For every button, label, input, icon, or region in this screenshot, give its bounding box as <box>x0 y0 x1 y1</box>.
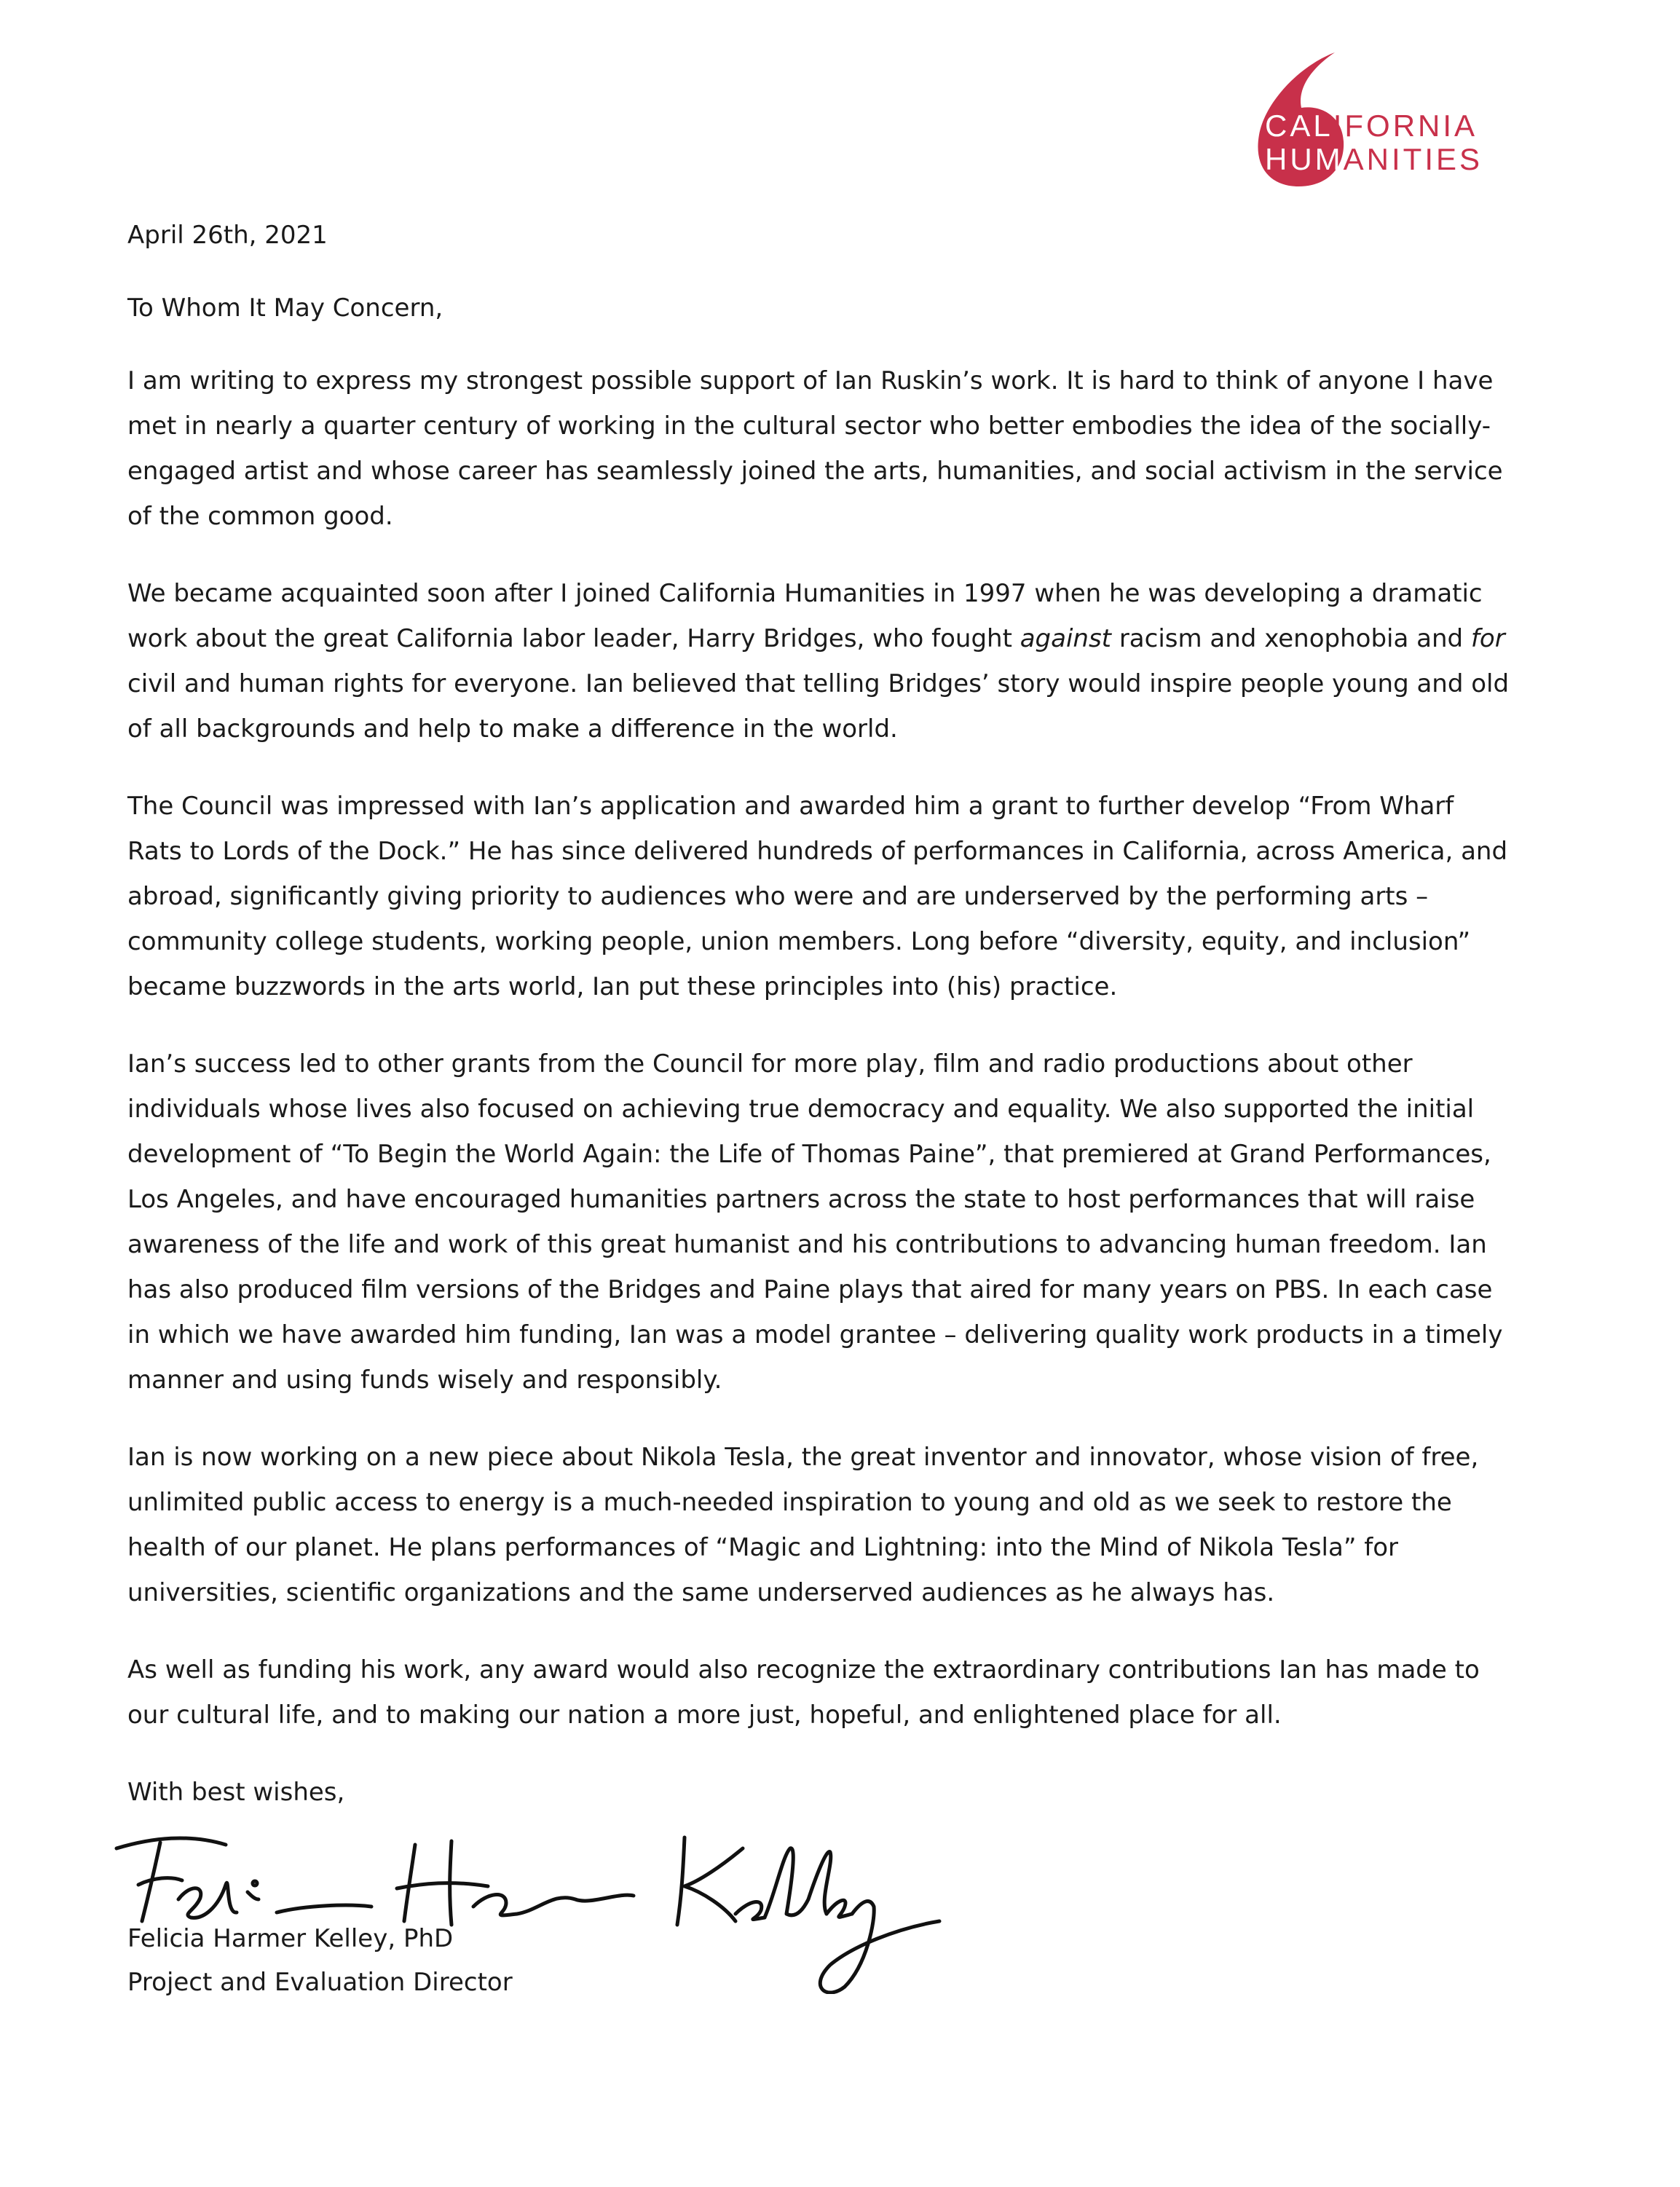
signer-title: Project and Evaluation Director <box>127 1968 513 1997</box>
signer-name: Felicia Harmer Kelley, PhD <box>127 1924 454 1953</box>
logo-line2-part-a: HUM <box>1265 142 1344 176</box>
logo-line1-part-b: IFORNIA <box>1333 109 1478 143</box>
paragraph-4: Ian’s success led to other grants from the Council for more play, film and radio productions about other individuals whose lives also focused on achieving true democracy and equality. We also supported the initial development of “To Begin the World Again: the Life of Thomas Paine”, that premiered at Grand Performances, Los Angeles, and have encouraged humanities partners across the state to host performances that will raise awareness of the life and work of this great humanist and his contributions to advancing human freedom. Ian has also produced film versions of the Bridges and Paine plays that aired for many years on PBS. In each case in which we have awarded him funding, Ian was a model grantee – delivering quality work products in a timely manner and using funds wisely and responsibly. <box>127 1049 1503 1395</box>
paragraph-2-text-a: We became acquainted soon after I joined California Humanities in 1997 when he was developing a dramatic work about the great California labor leader, Harry Bridges, who fought <box>127 579 1483 653</box>
logo-line-1 <box>1265 111 1478 141</box>
logo-line1-part-a: CAL <box>1265 109 1333 143</box>
closing: With best wishes, <box>127 1778 345 1807</box>
salutation: To Whom It May Concern, <box>127 293 443 323</box>
paragraph-5: Ian is now working on a new piece about Nikola Tesla, the great inventor and innovator, whose vision of free, unlimited public access to energy is a much-needed inspiration to young and old as we seek to restore the health of our planet. He plans performances of “Magic and Lightning: into the Mind of Nikola Tesla” for universities, scientific organizations and the same underserved audiences as he always has. <box>127 1443 1479 1607</box>
logo-line-2 <box>1265 144 1483 175</box>
letter-date: April 26th, 2021 <box>127 221 328 250</box>
paragraph-1: I am writing to express my strongest possible support of Ian Ruskin’s work. It is hard to think of anyone I have met in nearly a quarter century of working in the cultural sector who better embodies the idea of the socially-engaged artist and whose career has seamlessly joined the arts, humanities, and social activism in the service of the common good. <box>127 366 1503 531</box>
paragraph-2-text-c: civil and human rights for everyone. Ian believed that telling Bridges’ story would inspire people young and old of all backgrounds and help to make a difference in the world. <box>127 669 1510 744</box>
paragraph-6: As well as funding his work, any award would also recognize the extraordinary contributions Ian has made to our cultural life, and to making our nation a more just, hopeful, and enlightened place for all. <box>127 1655 1480 1730</box>
paragraph-2-emphasis-for: for <box>1470 624 1505 653</box>
paragraph-2 <box>127 571 1511 752</box>
paragraph-2-text-b: racism and xenophobia and <box>1111 624 1471 653</box>
letter-body <box>127 213 1511 1815</box>
california-humanities-logo <box>1249 44 1555 189</box>
logo-line2-part-b: ANITIES <box>1343 142 1483 176</box>
paragraph-3: The Council was impressed with Ian’s application and awarded him a grant to further develop “From Wharf Rats to Lords of the Dock.” He has since delivered hundreds of performances in California, across America, and abroad, significantly giving priority to audiences who were and are underserved by the performing arts – community college students, working people, union members. Long before “diversity, equity, and inclusion” became buzzwords in the arts world, Ian put these principles into (his) practice. <box>127 792 1508 1001</box>
paragraph-2-emphasis-against: against <box>1020 624 1112 653</box>
